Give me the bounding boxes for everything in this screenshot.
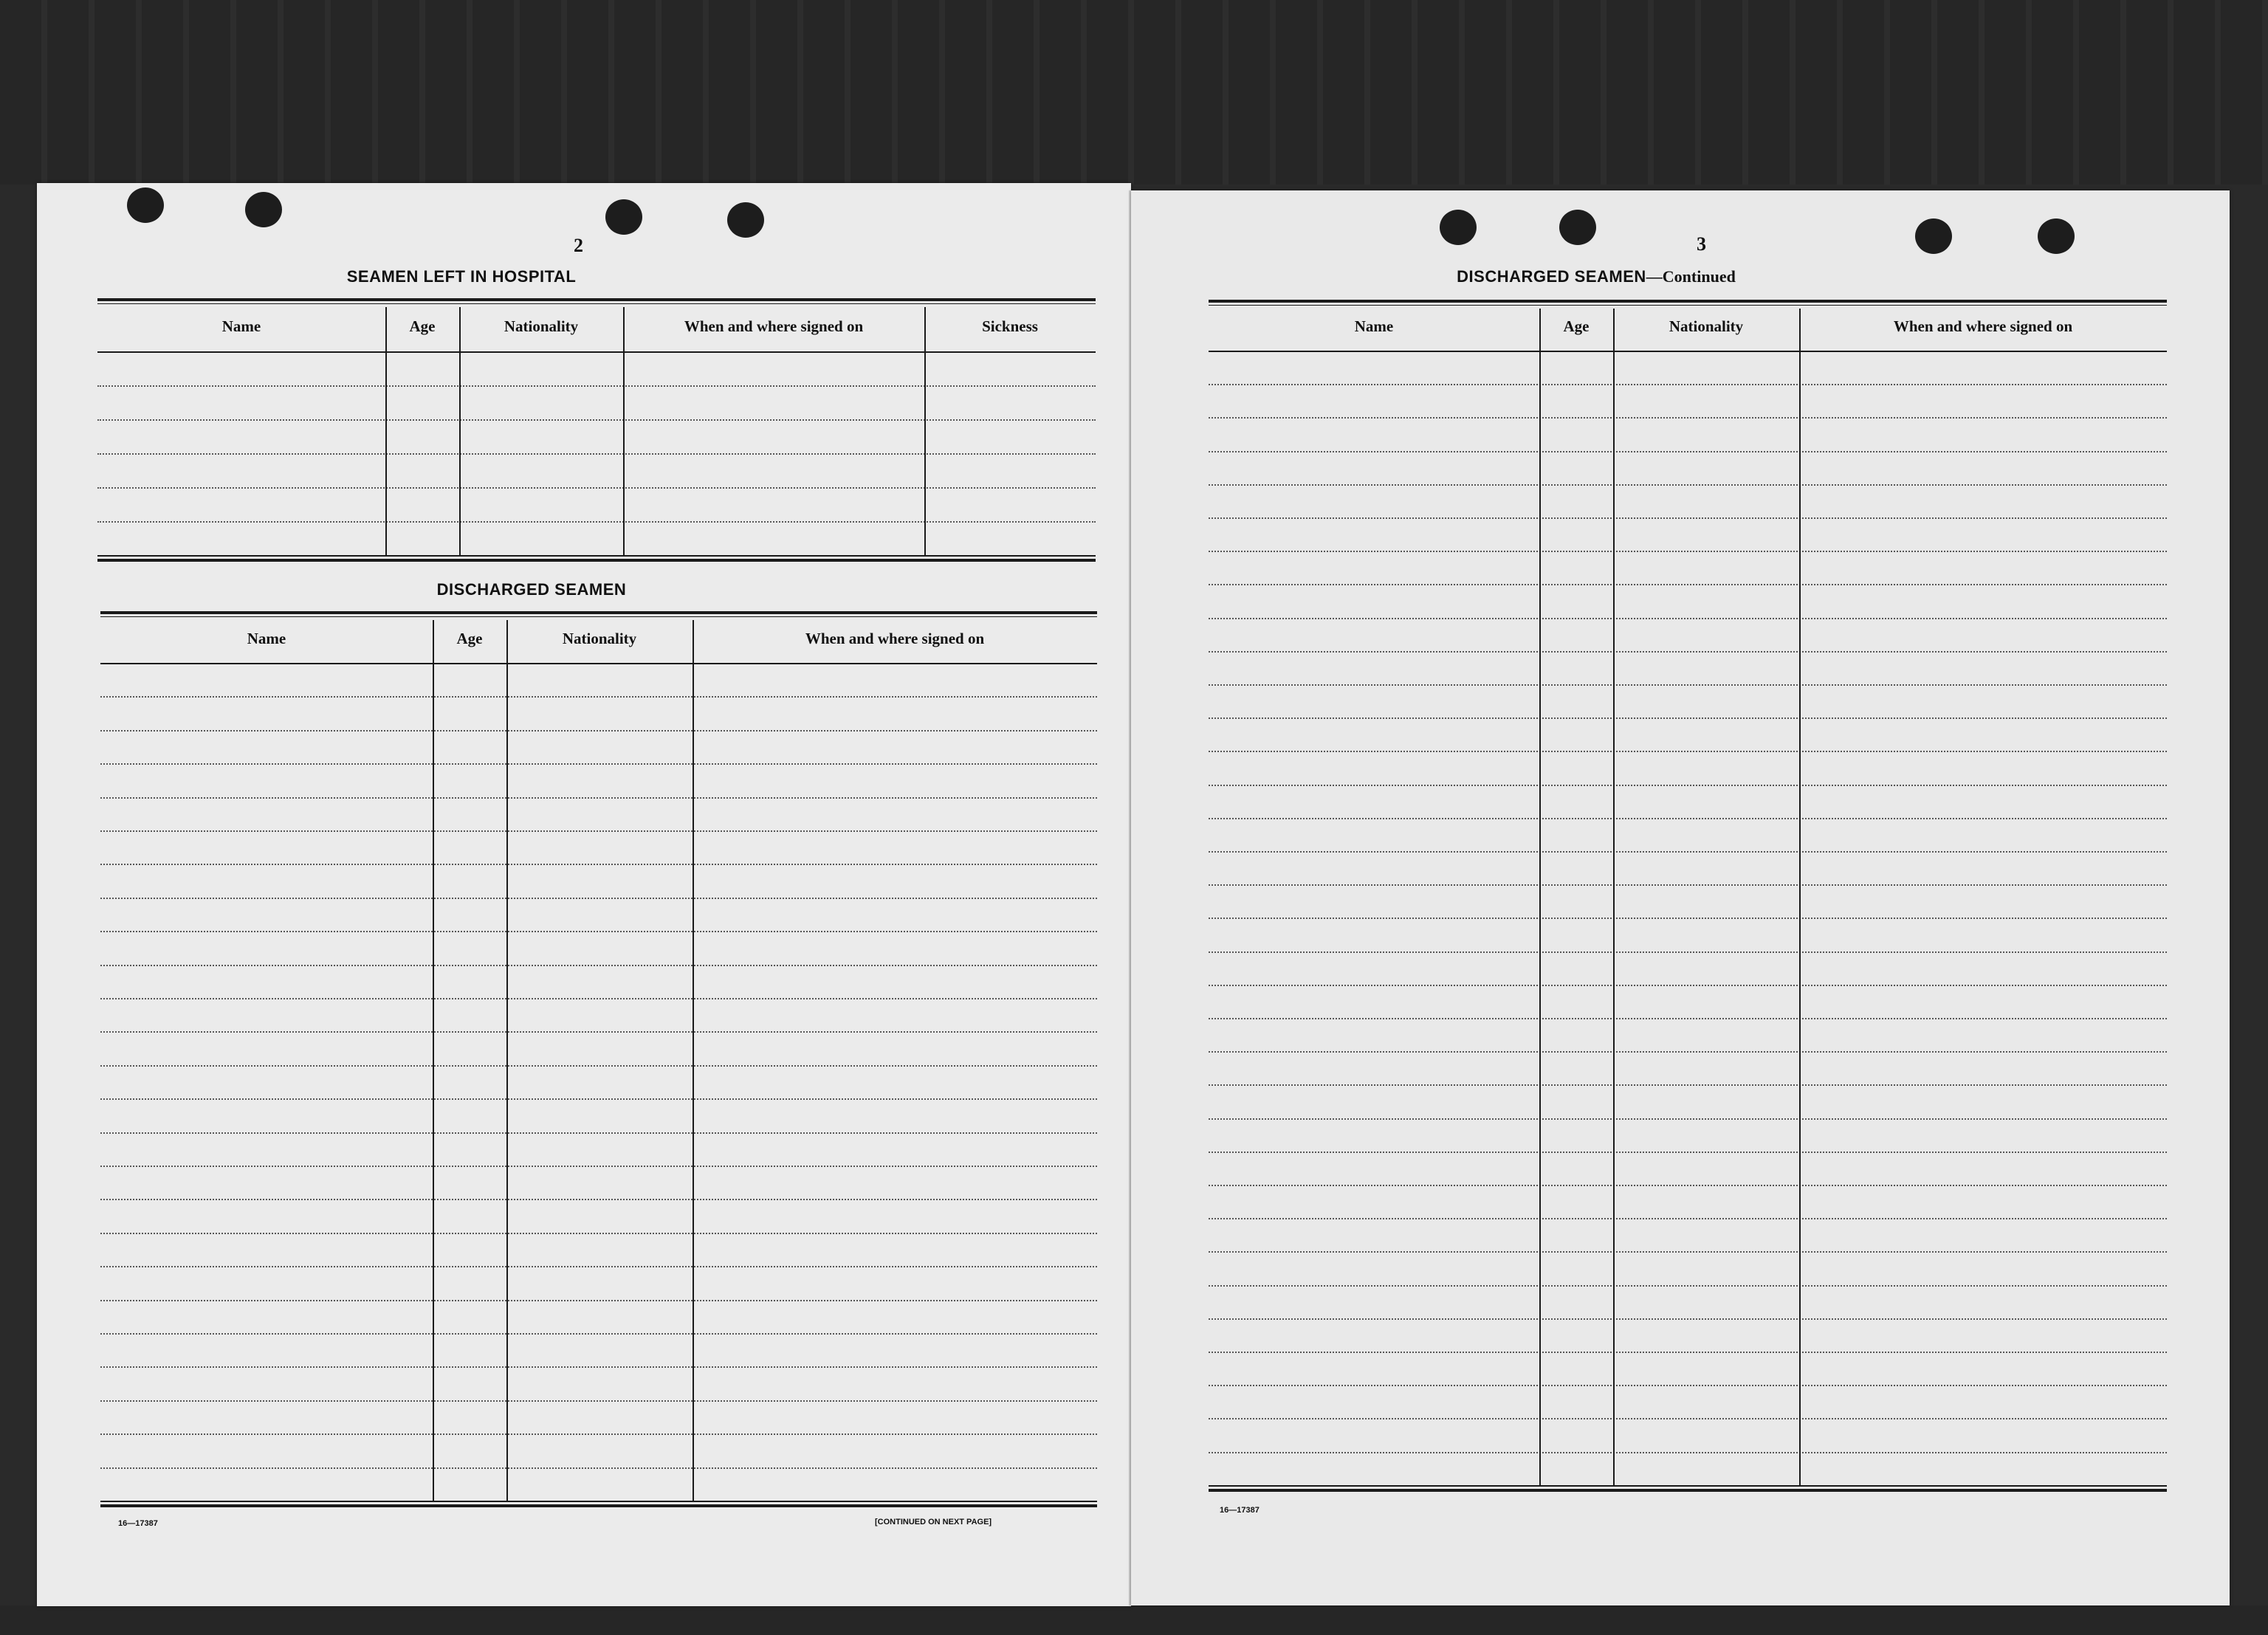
table-row-line <box>100 1233 1097 1234</box>
table-row-line <box>100 1400 1097 1402</box>
column-divider <box>433 620 434 1501</box>
table-row-line <box>1209 1051 2167 1053</box>
hospital-section-title: SEAMEN LEFT IN HOSPITAL <box>346 267 577 286</box>
column-header-age: Age <box>1563 317 1590 335</box>
table-row-line <box>1209 1285 2167 1287</box>
table-row-line <box>100 1266 1097 1267</box>
punch-hole <box>727 202 764 238</box>
table-bottom-rule-thick <box>100 1504 1097 1507</box>
table-row-line <box>1209 717 2167 719</box>
table-row-line <box>1209 1185 2167 1186</box>
table-row-line <box>1209 618 2167 619</box>
table-row-line <box>1209 985 2167 986</box>
table-row-line <box>100 830 1097 832</box>
column-divider <box>623 307 625 555</box>
table-row-line <box>1209 651 2167 653</box>
column-divider <box>1799 309 1801 1485</box>
title-text: DISCHARGED SEAMEN <box>1457 267 1646 286</box>
table-row-line <box>1209 1452 2167 1453</box>
column-divider <box>924 307 926 555</box>
column-header-age: Age <box>456 629 483 647</box>
discharged-table-header <box>100 614 1097 664</box>
column-divider <box>1539 309 1541 1485</box>
title-suffix: —Continued <box>1646 267 1736 286</box>
table-row-line <box>1209 551 2167 552</box>
table-row-line <box>1209 1018 2167 1019</box>
table-bottom-rule <box>1209 1485 2167 1487</box>
table-row-line <box>100 1333 1097 1335</box>
hospital-table-header <box>97 301 1096 353</box>
table-row-line <box>1209 1152 2167 1153</box>
table-row-line <box>1209 1251 2167 1253</box>
table-row-line <box>100 1132 1097 1134</box>
discharged-continued-title <box>1412 267 1781 286</box>
table-bottom-rule <box>97 555 1096 557</box>
table-row-line <box>97 419 1096 421</box>
table-row-line <box>97 453 1096 455</box>
continued-note: [CONTINUED ON NEXT PAGE] <box>875 1518 992 1526</box>
column-header-name: Name <box>1354 317 1394 335</box>
table-row-line <box>100 1065 1097 1067</box>
left-page <box>37 183 1131 1606</box>
punch-hole <box>605 199 642 235</box>
punch-hole <box>1559 210 1596 245</box>
punch-hole <box>1440 210 1477 245</box>
form-number: 16—17387 <box>1220 1506 1260 1515</box>
column-header-age: Age <box>409 317 436 335</box>
table-row-line <box>1209 1318 2167 1320</box>
table-row-line <box>1209 417 2167 419</box>
table-row-line <box>100 931 1097 932</box>
table-row-line <box>100 763 1097 765</box>
table-row-line <box>100 1366 1097 1368</box>
table-row-line <box>1209 818 2167 819</box>
table-row-line <box>100 864 1097 865</box>
table-row-line <box>100 1300 1097 1301</box>
punch-hole <box>245 192 282 227</box>
page-number: 2 <box>574 235 583 256</box>
table-row-line <box>100 1031 1097 1033</box>
table-row-line <box>100 998 1097 999</box>
column-header-nationality: Nationality <box>1669 317 1744 335</box>
table-row-line <box>1209 451 2167 452</box>
column-header-signed-on: When and where signed on <box>805 629 985 647</box>
column-header-signed-on: When and where signed on <box>1893 317 2073 335</box>
column-divider <box>506 620 508 1501</box>
column-header-nationality: Nationality <box>562 629 637 647</box>
table-row-line <box>1209 851 2167 853</box>
table-row-line <box>1209 785 2167 786</box>
hospital-table <box>97 298 1096 562</box>
right-page <box>1131 190 2230 1605</box>
column-header-signed-on: When and where signed on <box>684 317 864 335</box>
table-row-line <box>100 1166 1097 1167</box>
form-number: 16—17387 <box>118 1519 158 1528</box>
table-row-line <box>1209 1218 2167 1219</box>
table-row-line <box>1209 1418 2167 1419</box>
table-bottom-rule <box>100 1501 1097 1502</box>
table-row-line <box>100 1199 1097 1200</box>
table-row-line <box>100 696 1097 698</box>
table-row-line <box>100 1098 1097 1100</box>
discharged-section-title: DISCHARGED SEAMEN <box>436 580 627 599</box>
column-header-nationality: Nationality <box>504 317 579 335</box>
column-divider <box>1613 309 1615 1485</box>
table-row-line <box>1209 684 2167 686</box>
punch-hole <box>2038 218 2075 254</box>
table-row-line <box>97 385 1096 387</box>
table-bottom-rule-thick <box>97 559 1096 562</box>
scanner-background-bottom <box>0 1605 2268 1635</box>
column-header-name: Name <box>221 317 261 335</box>
discharged-continued-table-header <box>1209 303 2167 352</box>
table-row-line <box>1209 584 2167 585</box>
table-bottom-rule-thick <box>1209 1489 2167 1492</box>
column-divider <box>693 620 694 1501</box>
table-row-line <box>100 898 1097 899</box>
column-divider <box>385 307 387 555</box>
table-row-line <box>1209 951 2167 953</box>
table-row-line <box>1209 384 2167 385</box>
page-number: 3 <box>1697 233 1706 255</box>
table-row-line <box>100 965 1097 966</box>
table-row-line <box>1209 1084 2167 1086</box>
table-row-line <box>1209 884 2167 886</box>
table-row-line <box>1209 1352 2167 1353</box>
table-row-line <box>1209 1385 2167 1386</box>
scanner-background-top <box>0 0 2268 185</box>
table-row-line <box>1209 484 2167 486</box>
column-header-name: Name <box>247 629 286 647</box>
table-row-line <box>97 521 1096 523</box>
table-row-line <box>1209 1118 2167 1120</box>
discharged-continued-table <box>1209 300 2167 1493</box>
column-divider <box>459 307 461 555</box>
table-row-line <box>100 797 1097 799</box>
table-row-line <box>97 487 1096 489</box>
punch-hole <box>127 187 164 223</box>
table-row-line <box>1209 751 2167 752</box>
column-header-sickness: Sickness <box>982 317 1038 335</box>
table-row-line <box>100 730 1097 732</box>
table-row-line <box>1209 517 2167 519</box>
table-row-line <box>100 1433 1097 1435</box>
table-row-line <box>1209 918 2167 919</box>
table-row-line <box>100 1467 1097 1469</box>
discharged-table <box>100 611 1097 1508</box>
punch-hole <box>1915 218 1952 254</box>
